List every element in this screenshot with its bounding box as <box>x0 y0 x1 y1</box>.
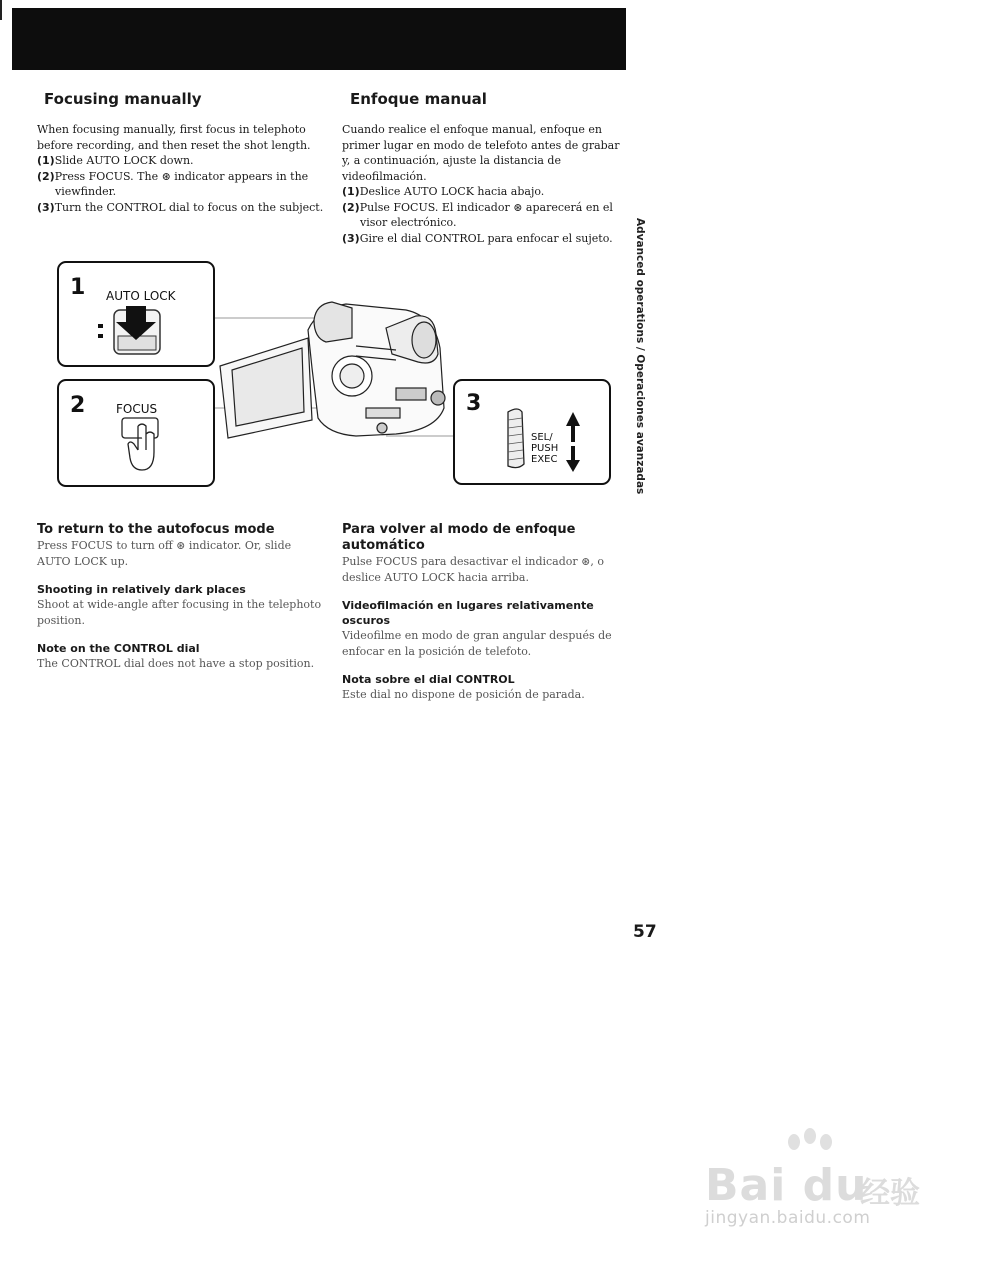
right-instructions <box>342 122 627 246</box>
right-step-2 <box>342 200 627 231</box>
watermark-cn: 经验 <box>860 1176 920 1211</box>
step-3-box <box>454 380 610 484</box>
watermark-brand: Bai du <box>705 1160 868 1211</box>
right-note-text-2: Videofilme en modo de gran angular después de enfocar en la posición de telefoto. <box>342 629 612 658</box>
step-1-number: 1 <box>70 275 86 300</box>
left-note-heading-2: Shooting in relatively dark places <box>37 583 246 596</box>
right-step-1 <box>342 184 627 200</box>
left-instructions <box>37 122 327 215</box>
left-note-text-3: The CONTROL dial does not have a stop position. <box>37 657 315 670</box>
left-title-block <box>44 90 334 108</box>
step-text: Pulse FOCUS. El indicador ⊛ aparecerá en el visor electrónico. <box>359 200 613 229</box>
step-3-number: 3 <box>466 391 482 416</box>
auto-lock-label: AUTO LOCK <box>106 289 176 303</box>
side-section-label <box>630 218 648 495</box>
camcorder-diagram <box>56 258 616 490</box>
step-2-number: 2 <box>70 393 86 418</box>
step-number: (3) <box>37 200 55 214</box>
focus-label: FOCUS <box>116 402 158 416</box>
left-step-1 <box>37 153 327 169</box>
right-title: Enfoque manual <box>350 90 487 108</box>
step-number: (2) <box>342 200 360 214</box>
left-note-heading-3: Note on the CONTROL dial <box>37 642 200 655</box>
camcorder-illustration <box>220 302 445 438</box>
right-title-block <box>350 90 630 108</box>
right-note-text-1: Pulse FOCUS para desactivar el indicador ⊛, o deslice AUTO LOCK hacia arriba. <box>342 555 604 584</box>
step-text: Gire el dial CONTROL para enfocar el sujeto. <box>359 231 613 245</box>
right-step-3 <box>342 231 627 247</box>
left-notes <box>37 522 327 672</box>
right-intro: Cuando realice el enfoque manual, enfoque en primer lugar en modo de telefoto antes de grabar y, a continuación, ajuste la distancia de videofilmación. <box>342 123 620 183</box>
right-note-heading-3: Nota sobre el dial CONTROL <box>342 673 515 686</box>
right-note-text-3: Este dial no dispone de posición de parada. <box>342 688 585 701</box>
right-note-heading-2: Videofilmación en lugares relativamente oscuros <box>342 599 594 627</box>
control-dial-icon <box>508 409 524 468</box>
step-number: (1) <box>342 185 360 198</box>
left-note-heading-1: To return to the autofocus mode <box>37 522 275 537</box>
left-note-text-2: Shoot at wide-angle after focusing in the telephoto position. <box>37 598 322 627</box>
left-intro: When focusing manually, first focus in telephoto before recording, and then reset the shot length. <box>37 123 311 152</box>
sel-label: SEL/ <box>531 432 553 443</box>
step-number: (2) <box>37 169 55 183</box>
page-number: 57 <box>633 922 657 942</box>
edge-mark <box>0 0 2 20</box>
right-note-heading-1: Para volver al modo de enfoque automático <box>342 522 576 553</box>
left-title: Focusing manually <box>44 90 202 108</box>
exec-label: EXEC <box>531 454 558 465</box>
push-label: PUSH <box>531 443 559 454</box>
step-number: (3) <box>342 231 360 245</box>
step-text: Slide AUTO LOCK down. <box>54 154 194 167</box>
left-step-2 <box>37 169 327 200</box>
header-bar <box>12 8 626 70</box>
step-text: Deslice AUTO LOCK hacia abajo. <box>359 185 545 198</box>
left-note-text-1: Press FOCUS to turn off ⊛ indicator. Or, slide AUTO LOCK up. <box>37 539 292 568</box>
watermark-url: jingyan.baidu.com <box>705 1208 871 1228</box>
left-step-3 <box>37 200 327 216</box>
step-number: (1) <box>37 154 55 167</box>
step-text: Press FOCUS. The ⊛ indicator appears in the viewfinder. <box>54 169 309 198</box>
step-text: Turn the CONTROL dial to focus on the subject. <box>54 200 324 214</box>
step-1-box <box>58 262 214 366</box>
side-label-text: Advanced operations / Operaciones avanzadas <box>634 218 646 495</box>
right-notes <box>342 522 627 703</box>
step-2-box <box>58 380 214 486</box>
